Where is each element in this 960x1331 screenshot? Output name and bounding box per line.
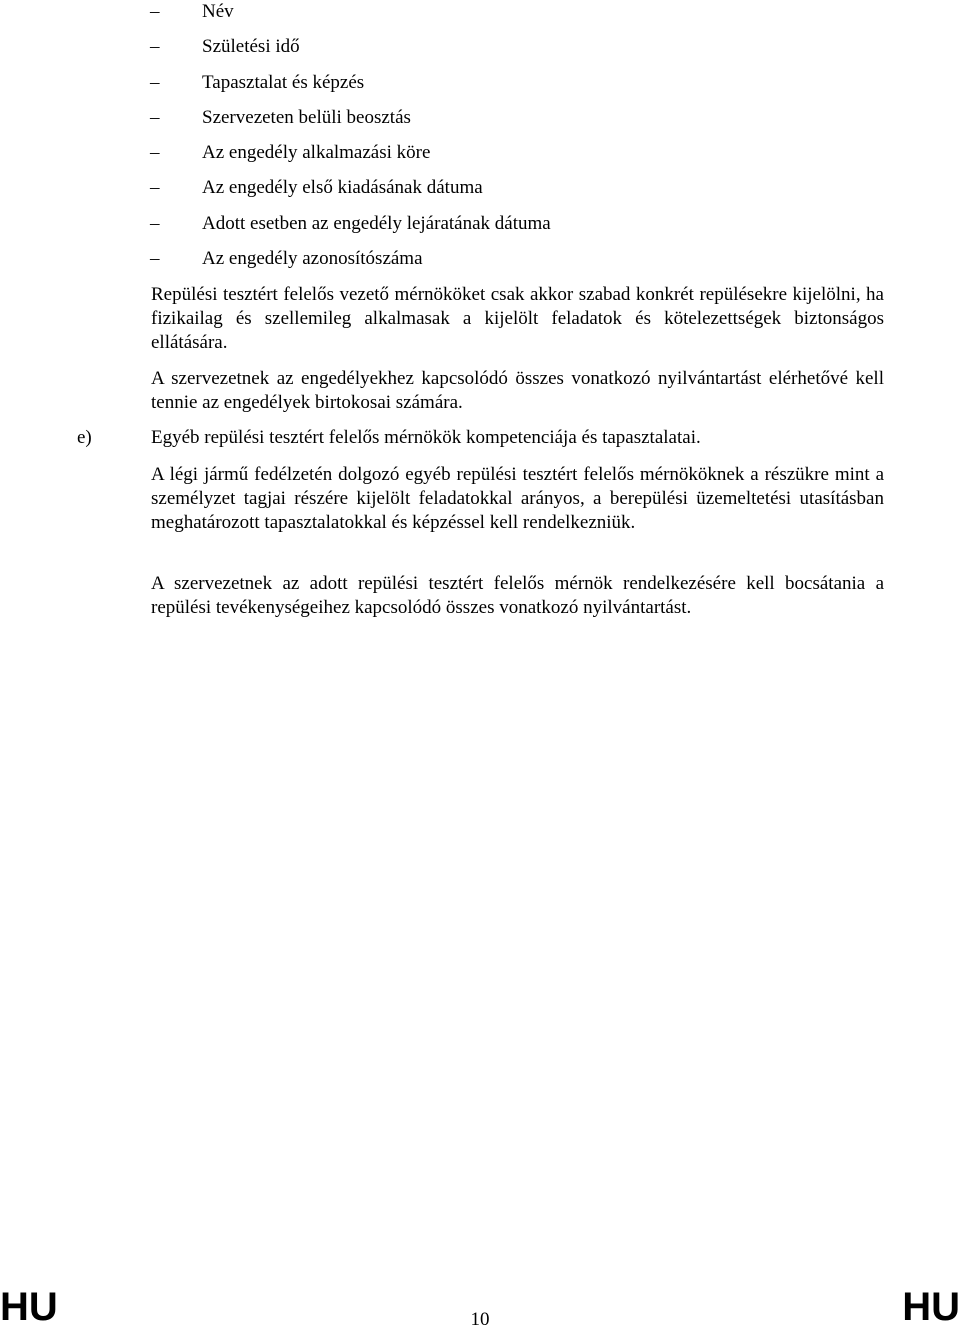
list-item-text: Tapasztalat és képzés [202, 71, 365, 93]
dash-marker: – [150, 1, 160, 22]
paragraph-engineer-assignment: Repülési tesztért felelős vezető mérnököket csak akkor szabad konkrét repülésekre kijelölni, ha fizikailag és szellemileg alkalmasak a kijelölt feladatok és kötelezettségek biztonságos ellátására. [151, 284, 884, 354]
paragraph-records-provision: A szervezetnek az adott repülési tesztért felelős mérnök rendelkezésére kell bocsátania a repülési tevékenységeihez kapcsolódó összes vonatkozó nyilvántartást. [151, 573, 884, 619]
list-item-text: Szervezeten belüli beosztás [202, 106, 411, 128]
dash-marker: – [150, 248, 160, 270]
list-item-text: Az engedély alkalmazási köre [202, 142, 431, 164]
footer-language-left: HU [0, 1285, 58, 1329]
dash-marker: – [150, 71, 160, 93]
list-item-text: Az engedély első kiadásának dátuma [202, 177, 483, 199]
paragraph-records-availability: A szervezetnek az engedélyekhez kapcsolódó összes vonatkozó nyilvántartást elérhetővé kell tennie az engedélyek birtokosai számára. [151, 368, 884, 414]
dash-marker: – [150, 36, 160, 58]
list-item-text: Név [202, 1, 234, 22]
footer-language-right: HU [902, 1285, 960, 1329]
dash-marker: – [150, 177, 160, 199]
list-item-text: Az engedély azonosítószáma [202, 248, 423, 270]
item-heading: Egyéb repülési tesztért felelős mérnökök kompetenciája és tapasztalatai. [151, 427, 701, 448]
list-item-text: Születési idő [202, 36, 300, 58]
dash-marker: – [150, 212, 160, 234]
dash-marker: – [150, 106, 160, 128]
item-label: e) [77, 427, 92, 448]
dash-marker: – [150, 142, 160, 164]
page-number: 10 [470, 1309, 490, 1330]
list-item-text: Adott esetben az engedély lejáratának dátuma [202, 212, 551, 234]
paragraph-crew-competence: A légi jármű fedélzetén dolgozó egyéb repülési tesztért felelős mérnököknek a részükre mint a személyzet tagjai részére kijelölt feladatokkal arányos, a berepülési üzemeltetési utasításban meghatározott tapasztalatokkal és képzéssel kell rendelkezniük. [151, 464, 884, 534]
